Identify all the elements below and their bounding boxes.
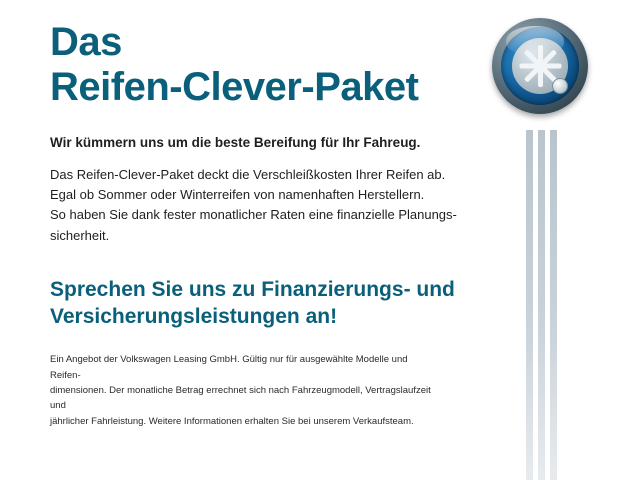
- tread-stripe-1: [526, 130, 533, 480]
- call-to-action: [50, 276, 480, 331]
- subheadline: Wir kümmern uns um die beste Bereifung für Ihr Fahreug.: [50, 134, 421, 150]
- headline-line-2: Reifen-Clever-Paket: [50, 64, 419, 109]
- wheel-center-cap: [552, 78, 568, 94]
- cta-line-2: Versicherungsleistungen an!: [50, 305, 338, 328]
- wheel-hub: [512, 38, 568, 94]
- cta-line-1: Sprechen Sie uns zu Finanzierungs- und: [50, 277, 455, 301]
- text-content: [50, 20, 480, 429]
- body-copy: [50, 165, 480, 246]
- headline-line-1: Das: [50, 20, 122, 64]
- legal-line: jährlicher Fahrleistung. Weitere Informationen erhalten Sie bei unserem Verkaufsteam.: [50, 415, 414, 427]
- body-line: Das Reifen-Clever-Paket deckt die Verschleißkosten Ihrer Reifen ab.: [50, 167, 446, 183]
- legal-disclaimer: [50, 352, 440, 429]
- legal-line: Ein Angebot der Volkswagen Leasing GmbH. Gültig nur für ausgewählte Modelle und Reifen-: [50, 354, 408, 381]
- body-line: Egal ob Sommer oder Winterreifen von namenhaften Herstellern.: [50, 187, 425, 203]
- page-title: [50, 20, 480, 110]
- tread-stripes-graphic: [522, 130, 562, 480]
- alloy-wheel-icon: [492, 18, 588, 114]
- body-line: So haben Sie dank fester monatlicher Raten eine finanzielle Planungs-: [50, 207, 457, 223]
- tread-stripe-3: [550, 130, 557, 480]
- tread-stripe-2: [538, 130, 545, 480]
- legal-line: dimensionen. Der monatliche Betrag errechnet sich nach Fahrzeugmodell, Vertragslaufzeit und: [50, 385, 431, 412]
- body-line: sicherheit.: [50, 227, 110, 243]
